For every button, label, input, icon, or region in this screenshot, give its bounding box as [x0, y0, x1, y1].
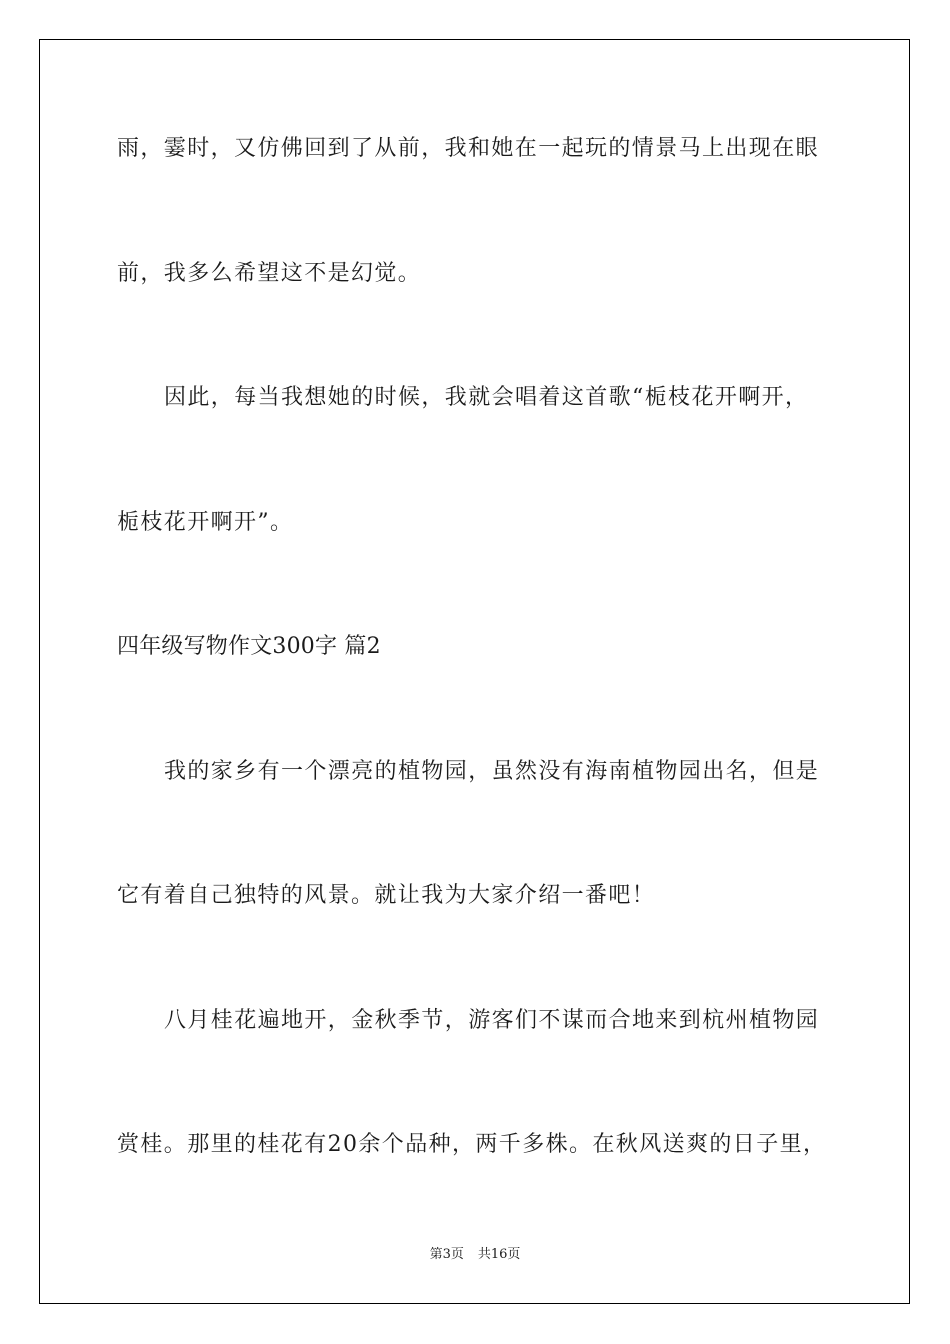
paragraph-line-8: 赏桂。那里的桂花有20余个品种，两千多株。在秋风送爽的日子里，: [117, 1132, 827, 1157]
section-heading: 四年级写物作文300字 篇2: [117, 634, 381, 659]
page-total: 共16页: [477, 1247, 521, 1262]
paragraph-line-1: 雨，霎时，又仿佛回到了从前，我和她在一起玩的情景马上出现在眼: [117, 136, 820, 161]
paragraph-line-3: 因此，每当我想她的时候，我就会唱着这首歌“栀枝花开啊开，: [164, 385, 809, 410]
paragraph-line-2: 前，我多么希望这不是幻觉。: [117, 261, 422, 286]
page-border: [39, 39, 910, 1304]
paragraph-line-5: 我的家乡有一个漂亮的植物园，虽然没有海南植物园出名，但是: [164, 759, 820, 784]
paragraph-line-7: 八月桂花遍地开，金秋季节，游客们不谋而合地来到杭州植物园: [164, 1008, 820, 1033]
page-number: 第3页: [429, 1247, 464, 1262]
page-footer: [0, 1246, 950, 1264]
paragraph-line-4: 栀枝花开啊开”。: [117, 510, 294, 535]
paragraph-line-6: 它有着自己独特的风景。就让我为大家介绍一番吧！: [117, 883, 656, 908]
